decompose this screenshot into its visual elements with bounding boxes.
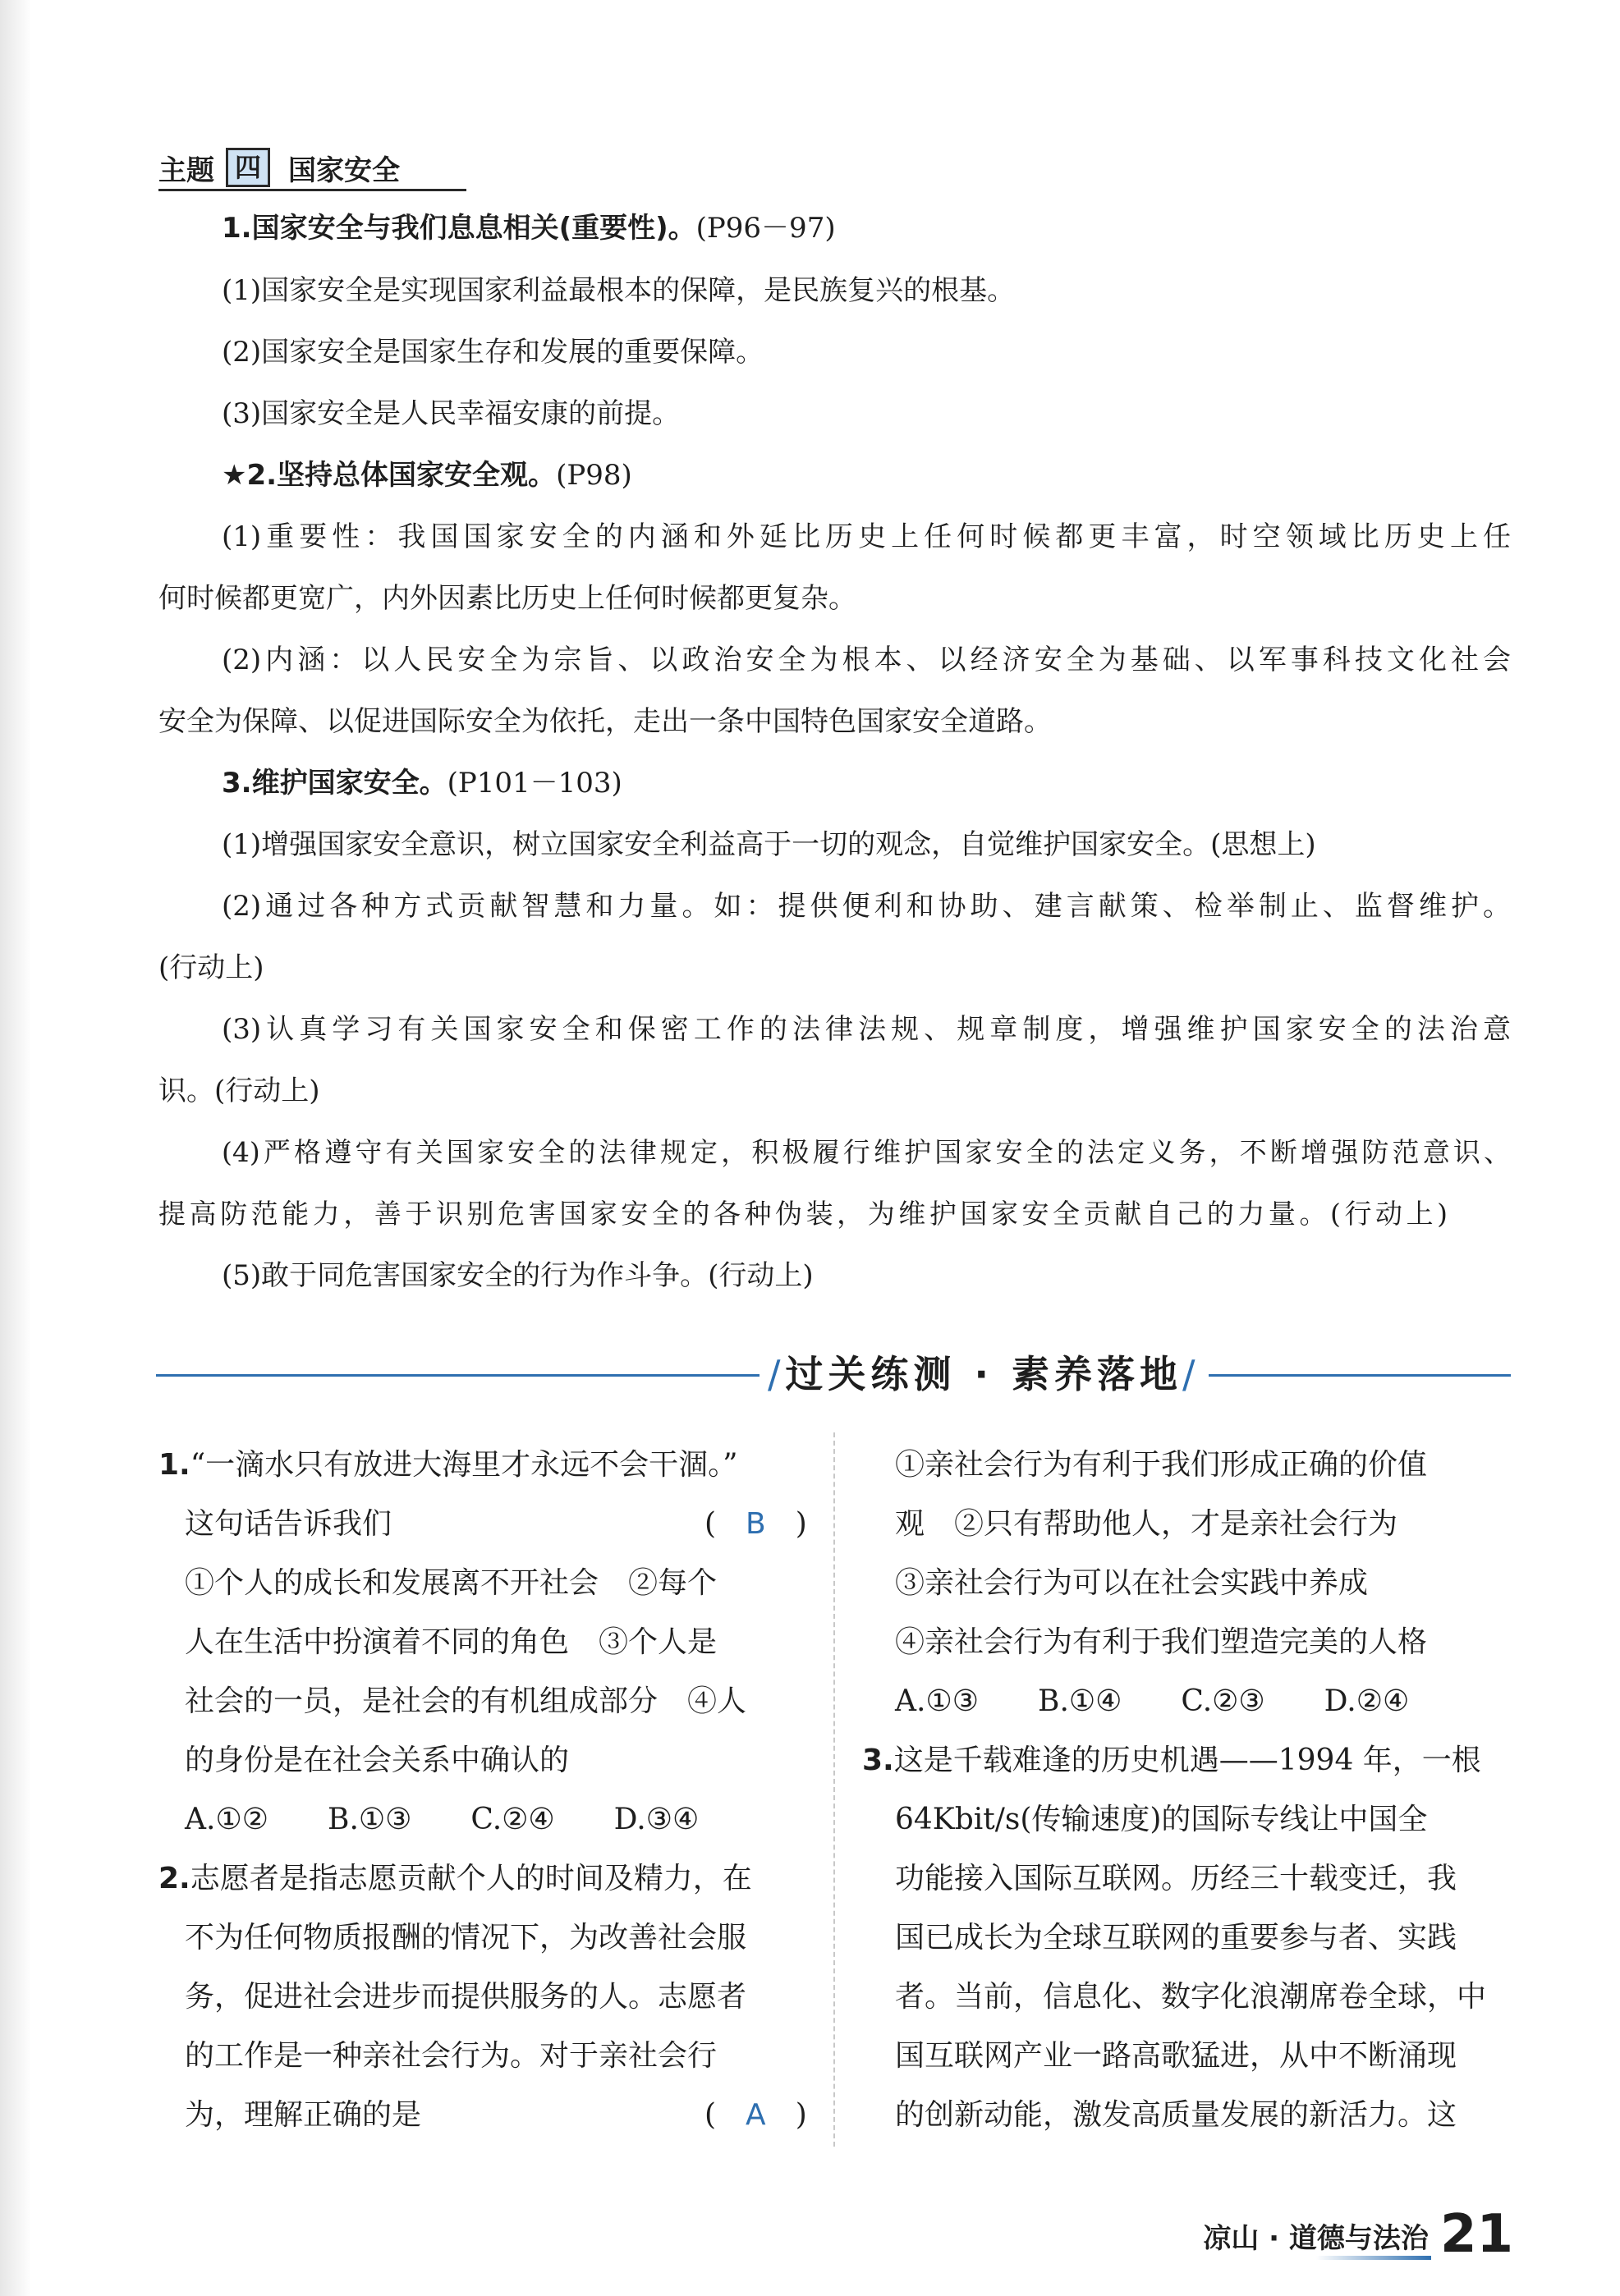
section-3-heading: 3.维护国家安全。(P101－103) [222,767,622,800]
q1-line-1: 1.“一滴水只有放进大海里才永远不会干涸。” [158,1448,738,1482]
q2-line-1: 2.志愿者是指志愿贡献个人的时间及精力，在 [158,1862,752,1895]
q1-line-6: 的身份是在社会关系中确认的 [185,1744,570,1777]
q3-line-1: 3.这是千载难逢的历史机遇——1994 年，一根 [862,1744,1481,1777]
q2-option-line-4: ④亲社会行为有利于我们塑造完美的人格 [895,1625,1428,1659]
practice-banner [156,1338,1511,1404]
topic-title: 国家安全 [288,154,400,187]
section-2-line-2: 何时候都更宽广，内外因素比历史上任何时候都更复杂。 [158,582,856,615]
section-3-line-7: 提高防范能力，善于识别危害国家安全的各种伪装，为维护国家安全贡献自己的力量。(行动上) [158,1198,1448,1230]
page-number: 21 [1439,2204,1513,2265]
topic-prefix: 主题 [158,154,214,187]
q2-answer: A [746,2098,766,2132]
q1-answer-slot: ( B ) [704,1507,807,1541]
q1-line-4: 人在生活中扮演着不同的角色 ③个人是 [185,1625,718,1659]
q3-line-6: 国互联网产业一路高歌猛进，从中不断涌现 [895,2039,1457,2073]
q2-line-5: 为，理解正确的是 [185,2098,422,2132]
section-1-heading: 1.国家安全与我们息息相关(重要性)。(P96－97) [222,212,836,245]
q2-option-line-3: ③亲社会行为可以在社会实践中养成 [895,1566,1369,1600]
topic-underline [158,189,466,191]
page-edge-shadow [0,0,31,2296]
q1-line-2: 这句话告诉我们 [185,1507,392,1541]
q2-line-4: 的工作是一种亲社会行为。对于亲社会行 [185,2039,718,2073]
q1-options: A.①② B.①③ C.②④ D.③④ [185,1803,700,1836]
q2-choices: A.①③ B.①④ C.②③ D.②④ [895,1684,1410,1718]
section-3-line-2: (2)通过各种方式贡献智慧和力量。如：提供便利和协助、建言献策、检举制止、监督维护。 [222,890,1511,923]
section-1-line-2: (2)国家安全是国家生存和发展的重要保障。 [222,336,764,369]
section-3-line-4: (3)认真学习有关国家安全和保密工作的法律法规、规章制度，增强维护国家安全的法治意 [222,1013,1511,1046]
page-footer [1203,2204,1513,2265]
q3-line-5: 者。当前，信息化、数字化浪潮席卷全球，中 [895,1980,1487,2014]
q2-line-3: 务，促进社会进步而提供服务的人。志愿者 [185,1980,747,2014]
footer-accent-bar [1316,2256,1431,2260]
section-3-line-5: 识。(行动上) [158,1075,320,1107]
section-1-line-1: (1)国家安全是实现国家利益最根本的保障，是民族复兴的根基。 [222,274,1016,307]
q3-line-2: 64Kbit/s(传输速度)的国际专线让中国全 [895,1803,1428,1836]
section-2-heading: ★2.坚持总体国家安全观。(P98) [222,459,632,492]
q2-option-line-1: ①亲社会行为有利于我们形成正确的价值 [895,1448,1428,1482]
q1-line-3: ①个人的成长和发展离不开社会 ②每个 [185,1566,718,1600]
section-3-line-1: (1)增强国家安全意识，树立国家安全利益高于一切的观念，自觉维护国家安全。(思想上) [222,828,1316,861]
q3-line-7: 的创新动能，激发高质量发展的新活力。这 [895,2098,1457,2132]
section-3-line-6: (4)严格遵守有关国家安全的法律规定，积极履行维护国家安全的法定义务，不断增强防范意识、 [222,1136,1511,1168]
q3-line-4: 国已成长为全球互联网的重要参与者、实践 [895,1921,1457,1955]
banner-title: /过关练测 · 素养落地/ [760,1345,1209,1399]
column-divider [833,1432,835,2147]
section-2-line-1: (1)重要性：我国国家安全的内涵和外延比历史上任何时候都更丰富，时空领域比历史上任 [222,520,1511,553]
section-3-line-8: (5)敢于同危害国家安全的行为作斗争。(行动上) [222,1259,814,1292]
q1-line-5: 社会的一员，是社会的有机组成部分 ④人 [185,1684,747,1718]
q2-line-2: 不为任何物质报酬的情况下，为改善社会服 [185,1921,747,1955]
section-2-line-4: 安全为保障、以促进国际安全为依托，走出一条中国特色国家安全道路。 [158,705,1052,738]
q1-answer: B [746,1507,766,1541]
section-2-line-3: (2)内涵：以人民安全为宗旨、以政治安全为根本、以经济安全为基础、以军事科技文化社会 [222,644,1511,676]
q2-option-line-2: 观 ②只有帮助他人，才是亲社会行为 [895,1507,1398,1541]
topic-header [158,146,400,189]
topic-number-box: 四 [226,148,270,187]
q2-answer-slot: ( A ) [704,2098,807,2132]
footer-title: 凉山 · 道德与法治 [1203,2222,1429,2255]
section-1-line-3: (3)国家安全是人民幸福安康的前提。 [222,397,681,430]
section-3-line-3: (行动上) [158,951,264,984]
q3-line-3: 功能接入国际互联网。历经三十载变迁，我 [895,1862,1457,1895]
